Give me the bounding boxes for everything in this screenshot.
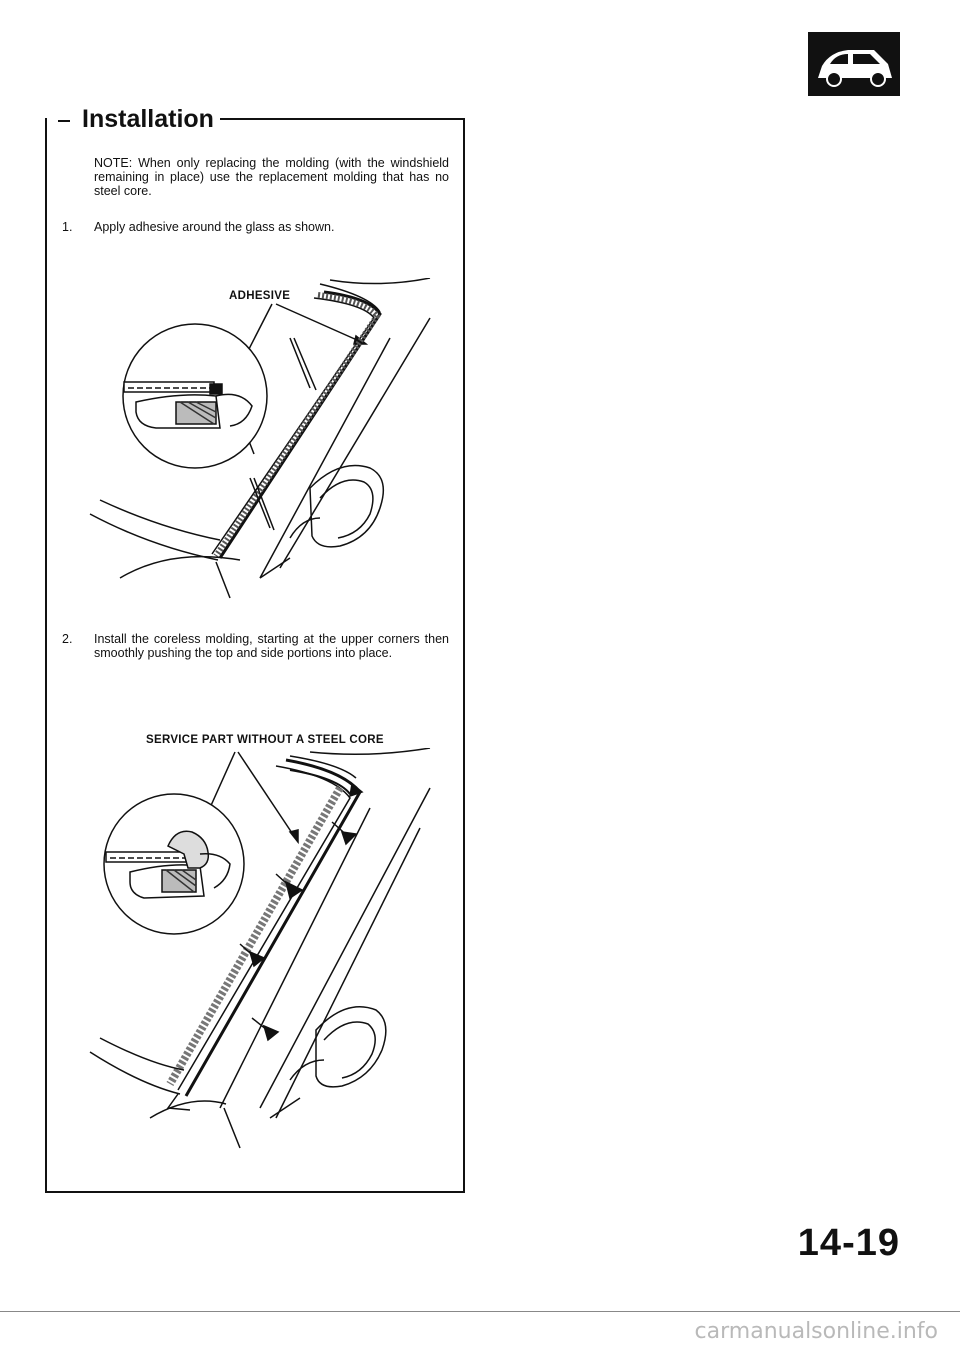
note-text: NOTE: When only replacing the molding (with the windshield remaining in place) use the replacement molding that has no steel core. — [94, 156, 449, 198]
car-icon — [808, 32, 900, 96]
section-top-rule — [210, 118, 465, 120]
step-1-number: 1. — [62, 220, 73, 234]
step-1-text: Apply adhesive around the glass as shown. — [94, 220, 335, 234]
footer-rule — [0, 1311, 960, 1312]
figure-2-label: SERVICE PART WITHOUT A STEEL CORE — [146, 734, 384, 746]
figure-1-label: ADHESIVE — [229, 290, 291, 302]
page-number: 14-19 — [797, 1222, 900, 1264]
title-dash — [58, 120, 70, 122]
step-2-number: 2. — [62, 632, 73, 646]
watermark-text[interactable]: carmanualsonline.info — [694, 1319, 938, 1344]
section-title: Installation — [74, 104, 220, 134]
service-part-illustration — [80, 748, 460, 1168]
step-2-text: Install the coreless molding, starting at the upper corners then smoothly pushing the top and side portions into place. — [94, 632, 449, 660]
adhesive-illustration — [80, 278, 460, 618]
